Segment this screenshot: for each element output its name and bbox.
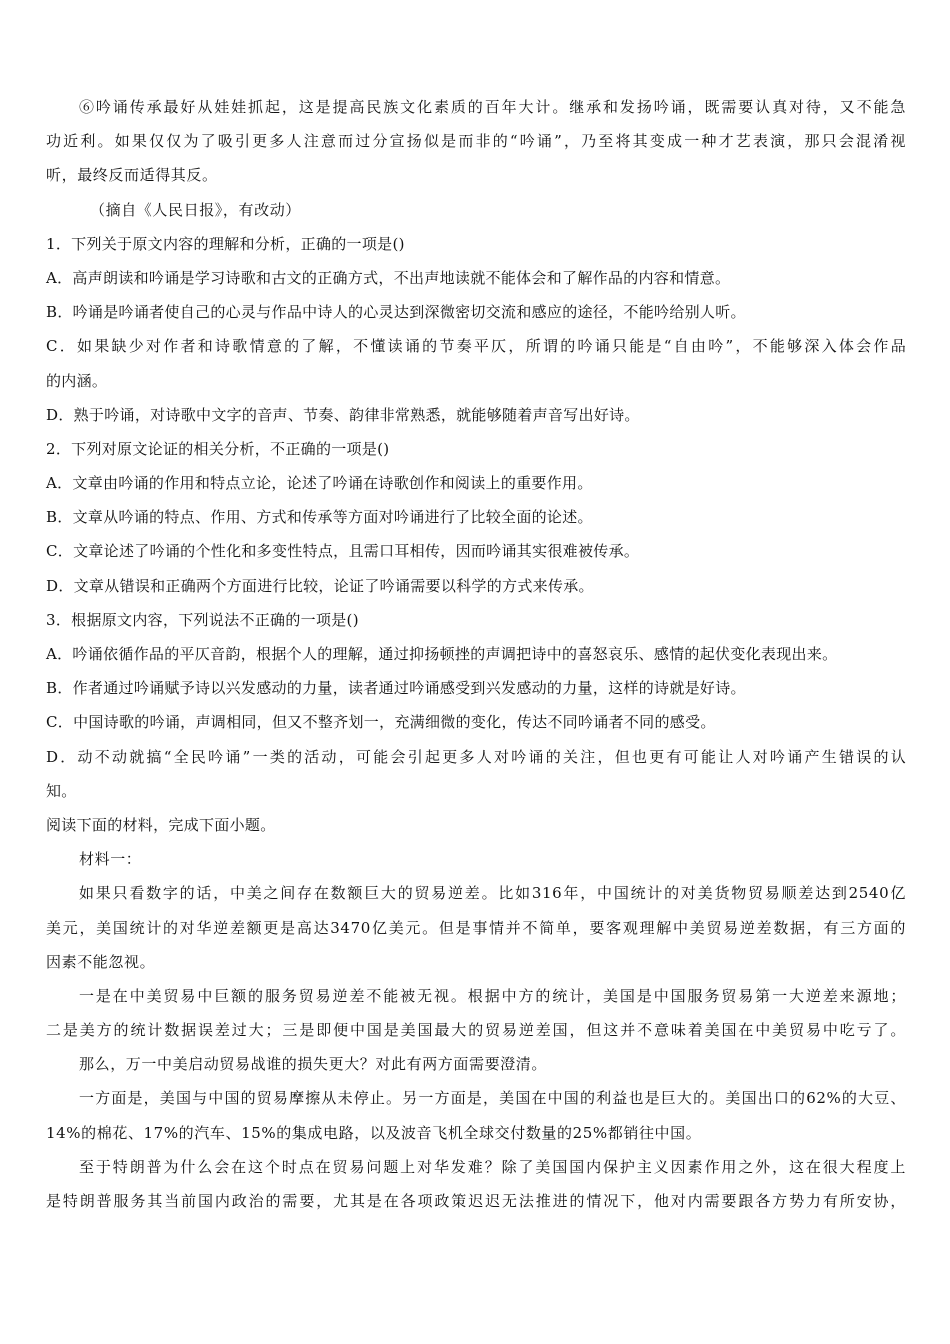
question-1-option-b: B．吟诵是吟诵者使自己的心灵与作品中诗人的心灵达到深微密切交流和感应的途径，不能吟给别人听。	[46, 303, 746, 322]
question-1-option-d: D．熟于吟诵，对诗歌中文字的音声、节奏、韵律非常熟悉，就能够随着声音写出好诗。	[46, 405, 640, 424]
paragraph-6-line-3: 听，最终反而适得其反。	[46, 166, 218, 185]
material-one-title: 材料一：	[79, 850, 142, 869]
question-2-option-b: B．文章从吟诵的特点、作用、方式和传承等方面对吟诵进行了比较全面的论述。	[46, 508, 593, 527]
question-2-option-d: D．文章从错误和正确两个方面进行比较，论证了吟诵需要以科学的方式来传承。	[46, 576, 594, 595]
material-paragraph-5-line-1: 至于特朗普为什么会在这个时点在贸易问题上对华发难？除了美国国内保护主义因素作用之外，这在很大程度上	[79, 1157, 906, 1176]
material-paragraph-1-line-3: 因素不能忽视。	[46, 952, 156, 971]
material-paragraph-2-line-1: 一是在中美贸易中巨额的服务贸易逆差不能被无视。根据中方的统计，美国是中国服务贸易第一大逆差来源地；	[79, 986, 906, 1005]
material-paragraph-4-line-1: 一方面是，美国与中国的贸易摩擦从未停止。另一方面是，美国在中国的利益也是巨大的。美国出口的62%的大豆、	[79, 1089, 906, 1108]
question-2-stem: 2．下列对原文论证的相关分析，不正确的一项是()	[46, 439, 390, 458]
question-2-option-c: C．文章论述了吟诵的个性化和多变性特点，且需口耳相传，因而吟诵其实很难被传承。	[46, 542, 640, 561]
question-3-option-a: A．吟诵依循作品的平仄音韵，根据个人的理解，通过抑扬顿挫的声调把诗中的喜怒哀乐、感情的起伏变化表现出来。	[46, 645, 838, 663]
reading-instruction: 阅读下面的材料，完成下面小题。	[46, 815, 276, 834]
question-2-option-a: A．文章由吟诵的作用和特点立论，论述了吟诵在诗歌创作和阅读上的重要作用。	[46, 474, 593, 493]
material-paragraph-4-line-2: 14%的棉花、17%的汽车、15%的集成电路，以及波音飞机全球交付数量的25%都销往中国。	[46, 1123, 702, 1142]
question-3-option-d-line-2: 知。	[46, 781, 77, 800]
material-paragraph-5-line-2: 是特朗普服务其当前国内政治的需要，尤其是在各项政策迟迟无法推进的情况下，他对内需要跟各方势力有所安协，	[46, 1192, 906, 1210]
material-paragraph-1-line-1: 如果只看数字的话，中美之间存在数额巨大的贸易逆差。比如316年，中国统计的对美货物贸易顺差达到2540亿	[79, 884, 906, 903]
question-1-option-c-line-2: 的内涵。	[46, 371, 108, 390]
question-3-option-c: C．中国诗歌的吟诵，声调相同，但又不整齐划一，充满细微的变化，传达不同吟诵者不同的感受。	[46, 713, 716, 732]
material-paragraph-1-line-2: 美元，美国统计的对华逆差额更是高达3470亿美元。但是事情并不简单，要客观理解中美贸易逆差数据，有三方面的	[46, 918, 906, 937]
material-paragraph-2-line-2: 二是美方的统计数据误差过大；三是即便中国是美国最大的贸易逆差国，但这并不意味着美国在中美贸易中吃亏了。	[46, 1021, 906, 1040]
question-3-option-d-line-1: D．动不动就搞“全民吟诵”一类的活动，可能会引起更多人对吟诵的关注，但也更有可能让人对吟诵产生错误的认	[46, 747, 906, 766]
question-3-option-b: B．作者通过吟诵赋予诗以兴发感动的力量，读者通过吟诵感受到兴发感动的力量，这样的诗就是好诗。	[46, 679, 746, 698]
material-paragraph-3: 那么，万一中美启动贸易战谁的损失更大？对此有两方面需要澄清。	[79, 1055, 548, 1074]
paragraph-6-line-2: 功近利。如果仅仅为了吸引更多人注意而过分宣扬似是而非的“吟诵”，乃至将其变成一种才艺表演，那只会混淆视	[46, 132, 906, 151]
question-1-option-a: A．高声朗读和吟诵是学习诗歌和古文的正确方式，不出声地读就不能体会和了解作品的内容和情意。	[46, 268, 731, 287]
question-3-stem: 3．根据原文内容，下列说法不正确的一项是()	[46, 610, 359, 629]
paragraph-6-line-1: ⑥吟诵传承最好从娃娃抓起，这是提高民族文化素质的百年大计。继承和发扬吟诵，既需要认真对待，又不能急	[79, 98, 906, 116]
document-body	[46, 90, 906, 1218]
question-1-option-c-line-1: C．如果缺少对作者和诗歌情意的了解，不懂读诵的节奏平仄，所谓的吟诵只能是“自由吟”，不能够深入体会作品	[46, 337, 906, 356]
source-citation: （摘自《人民日报》，有改动）	[90, 200, 301, 219]
question-1-stem: 1．下列关于原文内容的理解和分析，正确的一项是()	[46, 234, 405, 253]
